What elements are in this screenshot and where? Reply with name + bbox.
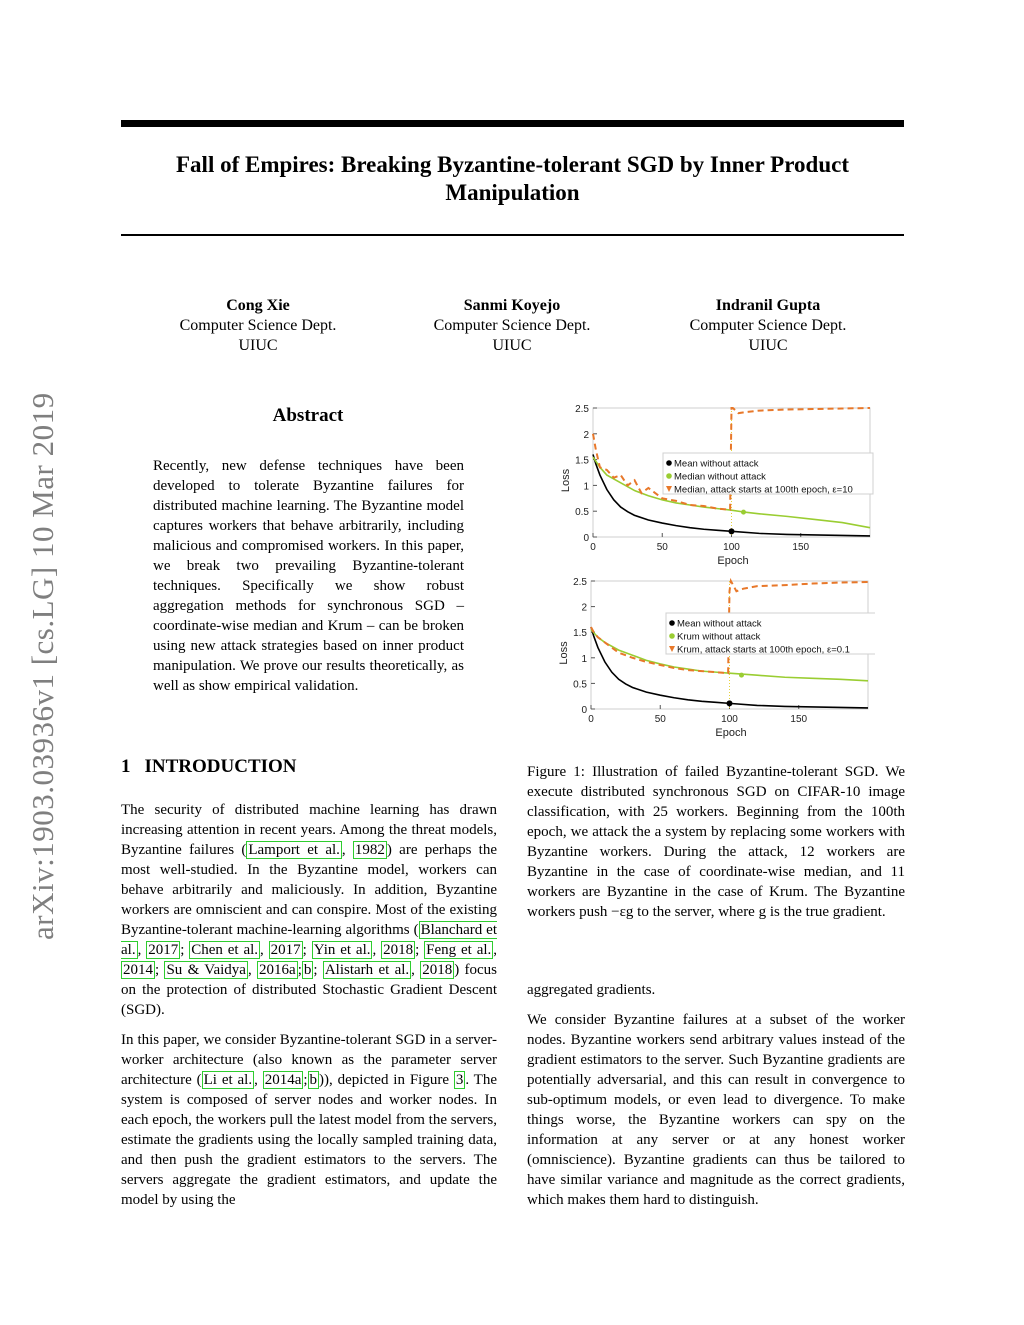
y-axis-label: Loss — [560, 468, 572, 493]
y-tick-label: 1.5 — [573, 628, 587, 640]
author-1 — [138, 296, 378, 356]
citation-link[interactable]: Chen et al. — [191, 942, 259, 958]
section-title: INTRODUCTION — [144, 756, 297, 777]
figure-1-plots — [555, 398, 875, 743]
citation-link[interactable]: Li et al. — [203, 1072, 253, 1088]
x-tick-label: 100 — [721, 714, 738, 725]
series-marker-mean — [729, 528, 735, 534]
y-axis-label: Loss — [558, 641, 570, 665]
citation-link[interactable]: Feng et al. — [426, 942, 492, 958]
legend-swatch — [669, 620, 675, 626]
x-tick-label: 150 — [792, 542, 810, 553]
legend-entry: Mean without attack — [677, 618, 762, 630]
x-tick-label: 0 — [588, 714, 594, 725]
citation-link[interactable]: 2018 — [422, 962, 453, 978]
citation-link[interactable]: 2014 — [123, 962, 153, 978]
author-name: Cong Xie — [226, 297, 290, 314]
right-paragraph-continuation: aggregated gradients. — [527, 982, 656, 998]
y-tick-label: 2 — [581, 602, 587, 614]
series-marker-mean — [727, 700, 733, 706]
citation-link[interactable]: 2018 — [383, 942, 414, 958]
y-tick-label: 1 — [583, 481, 589, 493]
author-inst: UIUC — [492, 337, 532, 354]
y-tick-label: 2 — [583, 429, 589, 441]
author-2 — [392, 296, 632, 356]
paper-title: Fall of Empires: Breaking Byzantine-tolerant SGD by Inner Product Manipulation — [176, 152, 849, 205]
citation-link[interactable]: 2017 — [148, 942, 179, 958]
author-inst: UIUC — [748, 337, 788, 354]
author-name: Indranil Gupta — [715, 297, 821, 314]
citation-link[interactable]: Su & Vaidya — [166, 962, 246, 978]
citation-link[interactable]: 2016a — [259, 962, 296, 978]
citation-link[interactable]: 1982 — [354, 842, 385, 858]
author-3 — [648, 296, 888, 356]
author-dept: Computer Science Dept. — [689, 317, 847, 334]
plot-krum — [558, 577, 875, 739]
x-axis-label: Epoch — [717, 555, 749, 567]
title-rule-bottom — [121, 234, 904, 236]
title-rule-top — [121, 120, 904, 127]
abstract-heading: Abstract — [272, 405, 344, 426]
y-tick-label: 0.5 — [575, 507, 589, 519]
x-tick-label: 0 — [590, 542, 596, 553]
arxiv-stamp: arXiv:1903.03936v1 [cs.LG] 10 Mar 2019 — [25, 392, 60, 940]
citation-link[interactable]: Blanchard et al. — [121, 922, 497, 958]
citation-link[interactable]: Yin et al. — [313, 942, 371, 958]
series-marker-robust — [739, 673, 744, 678]
legend-entry: Median without attack — [674, 471, 766, 483]
intro-paragraph-2: In this paper, we consider Byzantine-tolerant SGD in a server-worker architecture (also known as the parameter server architecture ( Li et al. , 2014a ; b )), depicted in Figure 3 . The system is composed of server nodes and worker nodes. In each epoch, the workers pull the latest model from the servers, estimate the gradients using the locally sampled training data, and then push the gradient estimators to the servers. The servers aggregate the gradient estimators, and update the model by using the — [121, 1032, 497, 1208]
author-inst: UIUC — [238, 337, 278, 354]
y-tick-label: 2.5 — [575, 404, 589, 415]
x-tick-label: 100 — [723, 542, 740, 553]
citation-link[interactable]: b — [303, 962, 312, 978]
x-tick-label: 50 — [654, 714, 666, 725]
y-tick-label: 0 — [581, 705, 587, 716]
citation-link[interactable]: Lamport et al. — [248, 842, 340, 858]
legend-entry: Mean without attack — [674, 458, 759, 470]
section-heading — [121, 756, 297, 778]
citation-link[interactable]: Alistarh et al. — [324, 962, 410, 978]
legend-swatch — [666, 473, 672, 479]
y-tick-label: 2.5 — [573, 577, 587, 588]
abstract-text: Recently, new defense techniques have been developed to tolerate Byzantine failures for distributed machine learning. The Byzantine model captures workers that behave arbitrarily, including malicious and compromised workers. In this paper, we break two prevailing Byzantine-tolerant techniques. Specifically we show robust aggregation methods for synchronous SGD – coordinate-wise median and Krum – can be broken using new attack strategies based on inner product manipulation. We prove our results theoretically, as well as show empirical validation. — [153, 458, 464, 694]
author-dept: Computer Science Dept. — [433, 317, 591, 334]
figure-link[interactable]: 3 — [455, 1072, 464, 1088]
citation-link[interactable]: 2014a — [264, 1072, 302, 1088]
intro-paragraph-1: The security of distributed machine learning has drawn increasing attention in recent years. Among the threat models, Byzantine failures ( Lamport et al. , 1982 ) are perhaps the most well-studied. In the Byzantine model, workers can behave arbitrarily and maliciously. In addition, Byzantine workers are omniscient and can conspire. Most of the existing Byzantine-tolerant machine-learning algorithms ( Blanchard et al. , 2017 ; Chen et al. , 2017 ; Yin et al. , 2018 ; Feng et al. , 2014 ; Su & Vaidya , 2016a ; b ; Alistarh et al. , 2018 ) focus on the protection of distributed Stochastic Gradient Descent (SGD). — [121, 802, 498, 1018]
x-tick-label: 50 — [656, 542, 668, 553]
author-dept: Computer Science Dept. — [179, 317, 337, 334]
y-tick-label: 1.5 — [575, 455, 589, 467]
legend-swatch — [669, 633, 675, 639]
legend-entry: Median, attack starts at 100th epoch, ε=10 — [674, 484, 853, 496]
legend-entry: Krum, attack starts at 100th epoch, ε=0.1 — [677, 644, 850, 656]
plot-median — [560, 404, 873, 567]
y-tick-label: 0 — [583, 533, 589, 544]
right-paragraph-2: We consider Byzantine failures at a subset of the worker nodes. Byzantine workers send arbitrary values instead of the gradient estimators to the server. Such Byzantine gradients are potentially adversarial, and this can result in convergence to sub-optimum models, or even lead to divergence. To make things worse, the Byzantine workers can spy on the information at any server or at any honest worker (omniscience). Byzantine gradients can thus be tailored to have similar variance and magnitude as the correct gradients, which makes them hard to distinguish. — [527, 1012, 905, 1208]
x-tick-label: 150 — [790, 714, 808, 725]
citation-link[interactable]: b — [309, 1072, 318, 1088]
figure-1-caption: Figure 1: Illustration of failed Byzantine-tolerant SGD. We execute distributed synchronous SGD on CIFAR-10 image classification, with 25 workers. Beginning from the 100th epoch, we attack the a system by replacing some workers with Byzantine workers. During the attack, 12 workers are Byzantine in the case of coordinate-wise median, and 11 workers are Byzantine in the case of Krum. The Byzantine workers push −εg to the server, where g is the true gradient. — [527, 764, 905, 920]
citation-link[interactable]: 2017 — [270, 942, 301, 958]
author-name: Sanmi Koyejo — [463, 297, 561, 314]
series-marker-robust — [741, 510, 746, 515]
x-axis-label: Epoch — [715, 727, 747, 739]
y-tick-label: 0.5 — [573, 679, 587, 691]
legend-entry: Krum without attack — [677, 631, 761, 643]
y-tick-label: 1 — [581, 653, 587, 665]
legend-swatch — [666, 460, 672, 466]
section-number: 1 — [121, 756, 131, 777]
